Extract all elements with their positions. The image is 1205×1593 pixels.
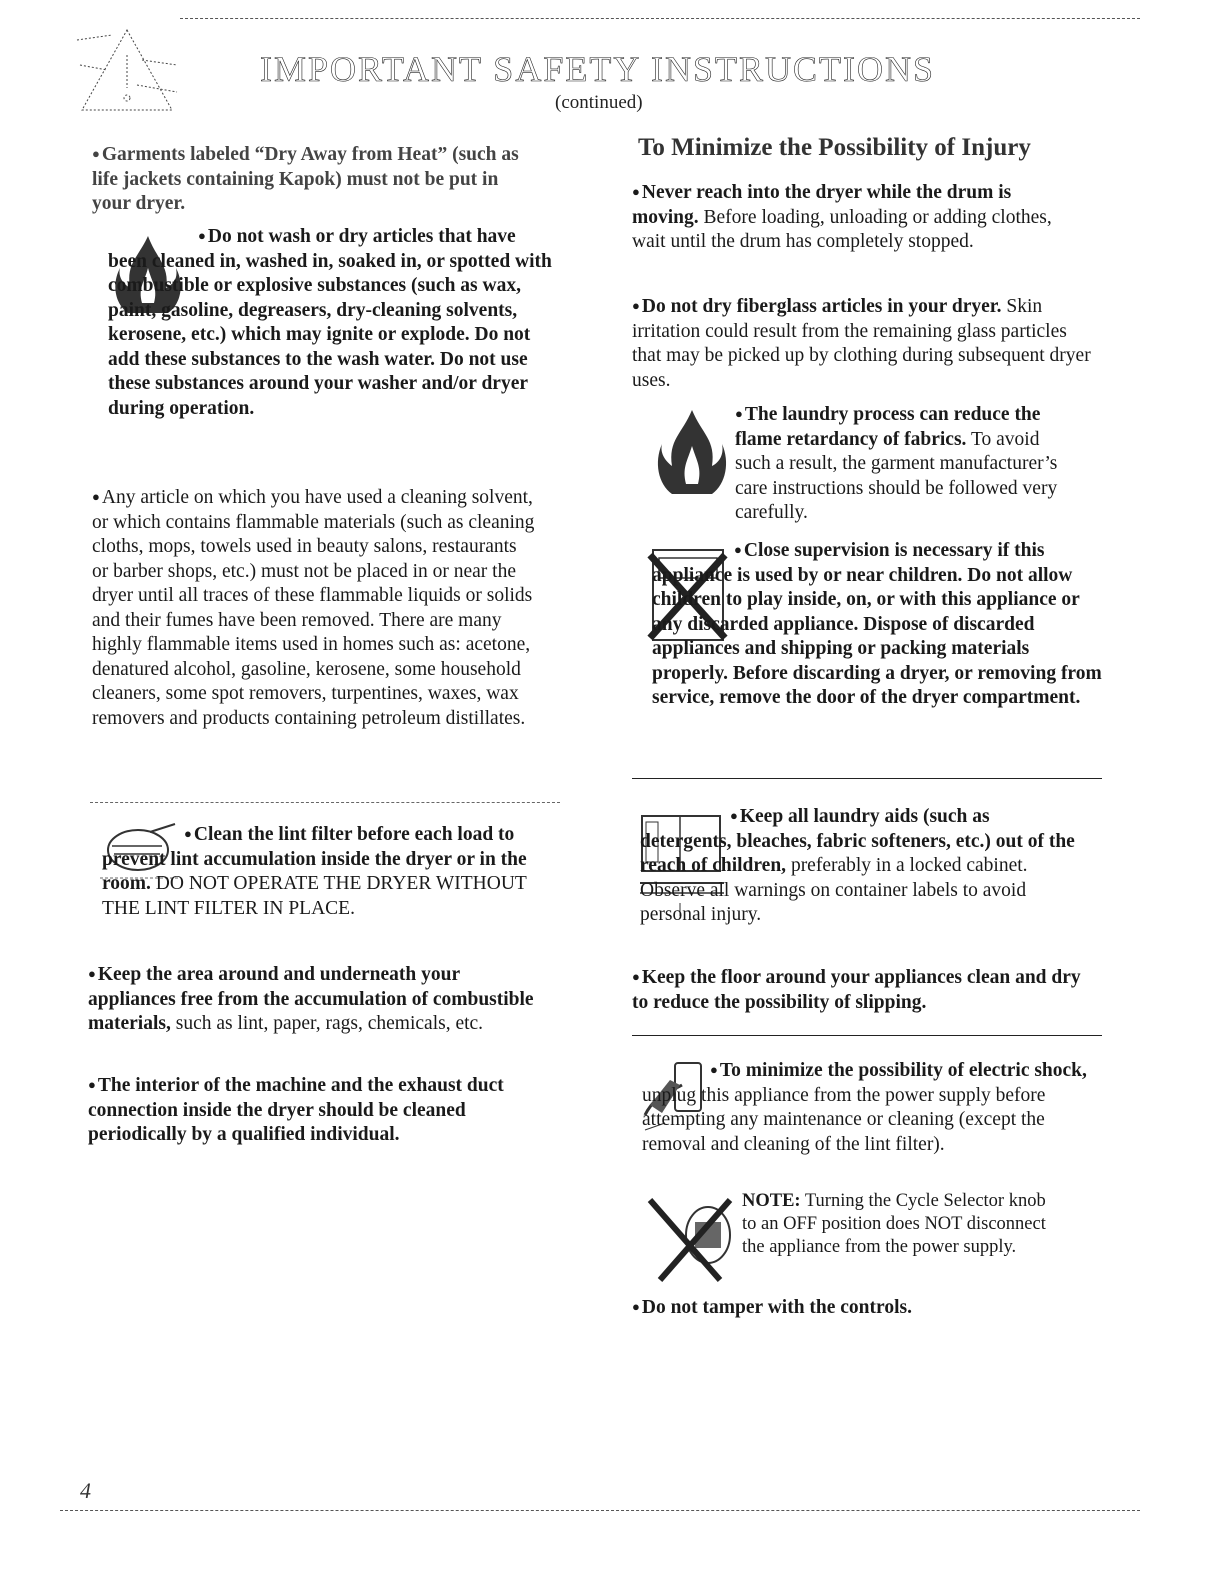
bullet-icon: ● <box>198 228 206 243</box>
bullet-icon: ● <box>632 969 640 984</box>
bullet-icon: ● <box>734 542 742 557</box>
fiberglass-warning: ● Do not dry fiberglass articles in your dryer. Skin irritation could result from the remaining glass particles that may be picked up by clothing during subsequent dryer uses. <box>632 296 1091 391</box>
drum-warning: ● Never reach into the dryer while the drum is moving. Before loading, unloading or adding clothes, wait until the drum has completely stopped. <box>632 182 1052 252</box>
solvent-warning: ● Any article on which you have used a cleaning solvent, or which contains flammable materials (such as cleaning cloths, mops, towels used in beauty salons, restaurants or barber shops, etc.) must not be placed in or near the dryer until all traces of these flammable liquids or solids and their fumes have been removed. There are many highly flammable items used in homes such as: acetone, denatured alcohol, gasoline, kerosene, some household cleaners, some spot removers, turpentines, waxes, wax removers and products containing petroleum distillates. <box>92 487 535 729</box>
page-title: IMPORTANT SAFETY INSTRUCTIONS <box>260 49 936 89</box>
bullet-icon: ● <box>632 298 640 313</box>
interior-cleaning-warning: ● The interior of the machine and the exhaust duct connection inside the dryer should be cleaned periodically by a qualified individual. <box>88 1075 504 1145</box>
garments-warning: ● Garments labeled “Dry Away from Heat” (such as life jackets containing Kapok) must not be put in your dryer. <box>92 144 519 214</box>
lint-filter-warning: ● Clean the lint filter before each load to prevent lint accumulation inside the dryer or in the room. DO NOT OPERATE THE DRYER WITHOUT THE LINT FILTER IN PLACE. <box>102 824 527 919</box>
page-subtitle: (continued) <box>555 92 643 113</box>
children-warning: ● Close supervision is necessary if this appliance is used by or near children. Do not allow children to play inside, on, or with this appliance or any discarded appliance. Dispose of discarded appliances and shipping or packing materials properly. Before discarding a dryer, or removing from service, remove the door of the dryer compartment. <box>652 540 1102 708</box>
bullet-icon: ● <box>730 808 738 823</box>
electric-shock-warning: ● To minimize the possibility of electric shock, unplug this appliance from the power supply before attempting any maintenance or cleaning (except the removal and cleaning of the lint filter). <box>642 1060 1087 1155</box>
area-warning: ● Keep the area around and underneath your appliances free from the accumulation of combustible materials, such as lint, paper, rags, chemicals, etc. <box>88 964 534 1034</box>
laundry-aids-warning: ● Keep all laundry aids (such as detergents, bleaches, fabric softeners, etc.) out of the reach of children, preferably in a locked cabinet. Observe all warnings on container labels to avoid personal injury. <box>640 806 1075 925</box>
injury-heading: To Minimize the Possibility of Injury <box>638 134 1031 161</box>
combustibles-warning: ● Do not wash or dry articles that have been cleaned in, washed in, soaked in, or spotted with combustible or explosive substances (such as wax, paint, gasoline, degreasers, dry-cleaning solvents, kerosene, etc.) which may ignite or explode. Do not add these substances to the wash water. Do not use these substances around your washer and/or dryer during operation. <box>108 226 552 419</box>
flame-fabric-icon <box>652 404 732 499</box>
floor-warning: ● Keep the floor around your appliances clean and dry to reduce the possibility of slipping. <box>632 967 1081 1013</box>
bullet-icon: ● <box>88 1077 96 1092</box>
bullet-icon: ● <box>710 1062 718 1077</box>
bullet-icon: ● <box>735 406 743 421</box>
bullet-icon: ● <box>92 146 100 161</box>
left-divider <box>90 802 560 803</box>
bullet-icon: ● <box>88 966 96 981</box>
controls-warning: ● Do not tamper with the controls. <box>632 1297 912 1318</box>
page-number: 4 <box>80 1478 91 1503</box>
warning-logo-icon <box>72 20 182 120</box>
bottom-rule <box>60 1510 1140 1511</box>
bullet-icon: ● <box>632 1299 640 1314</box>
right-divider-1 <box>632 778 1102 779</box>
bullet-icon: ● <box>184 826 192 841</box>
note-text: NOTE: Turning the Cycle Selector knob to an OFF position does NOT disconnect the appliance from the power supply. <box>742 1191 1046 1257</box>
knob-icon <box>640 1190 740 1285</box>
top-rule <box>180 18 1140 19</box>
bullet-icon: ● <box>92 489 100 504</box>
flame-retardancy-warning: ● The laundry process can reduce the flame retardancy of fabrics. To avoid such a result, the garment manufacturer’s care instructions should be followed very carefully. <box>735 404 1058 523</box>
bullet-icon: ● <box>632 184 640 199</box>
right-divider-2 <box>632 1035 1102 1036</box>
